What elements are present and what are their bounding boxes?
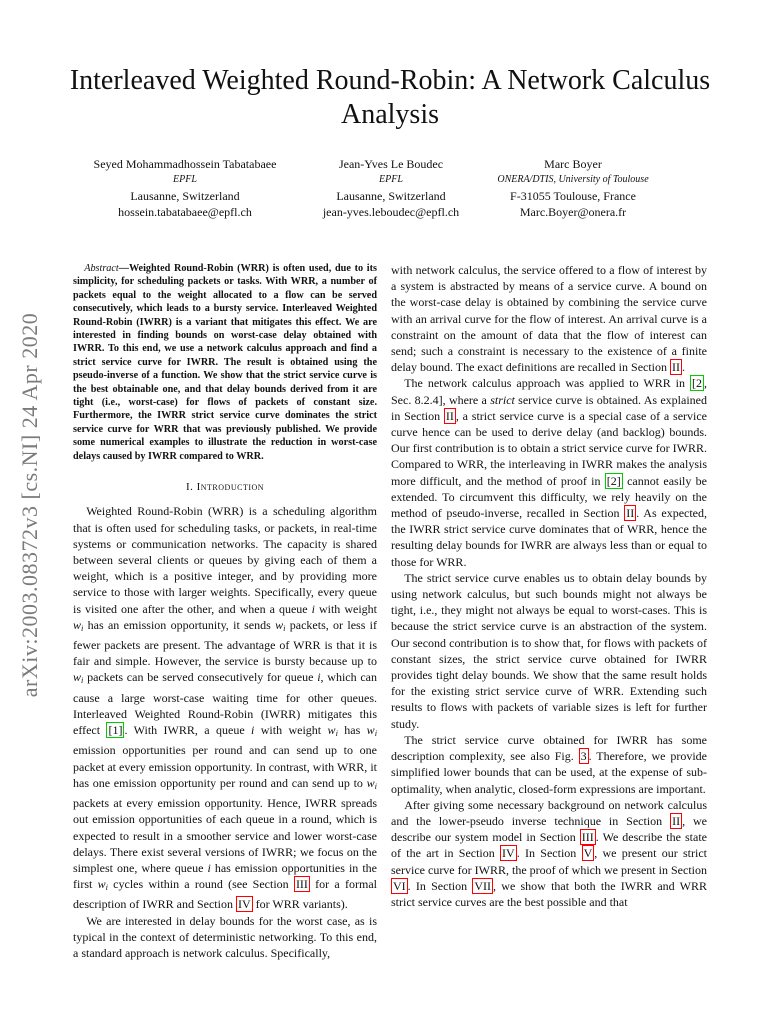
author-email: Marc.Boyer@onera.fr: [519, 205, 627, 219]
math-var: w: [366, 723, 375, 738]
math-var: i: [207, 860, 211, 875]
text-run: has an emission opportunity, it sends: [83, 617, 276, 632]
author-location: F-31055 Toulouse, France: [510, 189, 636, 203]
author-block-2: [296, 156, 486, 220]
text-run: packets, or less if fewer packets are present. The advantage of WRR is that it is fair and simple. However, the service is bursty because up to: [73, 617, 378, 669]
text-run: .: [682, 360, 686, 375]
section-ref-link[interactable]: III: [295, 877, 308, 892]
citation-link[interactable]: [2]: [606, 473, 621, 488]
text-run: , which can cause a large worst-case waiting time for other queues. Interleaved Weighted Round-Robin (IWRR) mitigates this effect: [73, 670, 377, 738]
right-paragraph-1: [391, 262, 707, 375]
arxiv-identifier-text: arXiv:2003.08372v3 [cs.NI] 24 Apr 2020: [17, 312, 42, 698]
text-run: , Sec. 8.2.4], where a: [391, 376, 707, 407]
citation-link[interactable]: [2: [692, 376, 702, 391]
math-subscript: i: [81, 676, 84, 686]
abstract-text: —Weighted Round-Robin (WRR) is often used, due to its simplicity, for scheduling packets or tasks. With WRR, a number of packets equal to the weight allocated to a flow can be served consecutively, which leads to a bursty service. Interleaved Weighted Round-Robin (IWRR) is a variant that mitigates this effect. We are interested in finding bounds on worst-case delay obtained with IWRR. To this end, we use a network calculus approach and find a strict service curve for IWRR. The result is obtained using the pseudo-inverse of a function. We show that the strict service curve is the best obtainable one, and that delay bounds derived from it are tight (i.e., worst-case) for flows of packets of constant size. Furthermore, the IWRR strict service curve dominates the strict service curve for WRR that was previously published. We provide some numerical examples to illustrate the reduction in worst-case delays caused by IWRR compared to WRR.: [73, 263, 377, 462]
section-title: Introduction: [196, 481, 265, 494]
math-var: w: [73, 617, 82, 632]
section-number: I.: [185, 481, 194, 494]
author-block-3: [468, 156, 678, 220]
text-run: . In Section: [516, 846, 582, 861]
paper-title: Interleaved Weighted Round-Robin: A Network Calculus Analysis: [69, 65, 711, 130]
author-email: jean-yves.leboudec@epfl.ch: [322, 205, 460, 219]
section-ref-link[interactable]: IV: [502, 846, 515, 861]
citation-link[interactable]: [1]: [108, 723, 123, 738]
section-ref-link[interactable]: VII: [474, 878, 492, 893]
author-affiliation: ONERA/DTIS, University of Toulouse: [497, 174, 649, 185]
text-run: After giving some necessary background on network calculus and the lower-pseudo inverse technique in Section: [391, 797, 707, 828]
math-subscript: i: [283, 623, 286, 633]
author-email: hossein.tabatabaee@epfl.ch: [118, 205, 252, 219]
text-run: . As expected, the IWRR strict service curve dominates that of WRR, hence the resulting delay bounds for IWRR are always less than or equal to those for WRR.: [391, 506, 707, 569]
math-subscript: i: [81, 623, 84, 633]
text-run: , we describe our system model in Section: [391, 813, 707, 845]
text-run: for a formal description of IWRR and Section: [73, 877, 377, 912]
math-var: i: [251, 723, 255, 738]
section-ref-link[interactable]: II: [626, 506, 635, 521]
text-run: . In Section: [407, 878, 473, 893]
text-run: service curve is obtained. As explained in Section: [391, 392, 707, 423]
author-name: Seyed Mohammadhossein Tabatabaee: [93, 157, 277, 171]
text-run: The strict service curve obtained for IWRR has some description complexity, see also Fig.: [391, 732, 707, 764]
math-var: w: [97, 877, 106, 892]
author-block-1: [70, 156, 300, 220]
section-ref-link[interactable]: V: [583, 846, 593, 861]
arxiv-identifier-stamp: [10, 280, 50, 730]
intro-paragraph-2: We are interested in delay bounds for the worst case, as is typical in the context of deterministic networking. To this end, a standard approach is network calculus. Specifically,: [73, 913, 377, 961]
intro-paragraph-1: [73, 503, 377, 912]
text-run: , we present our strict service curve for IWRR, the proof of which we present in Section: [391, 846, 707, 877]
left-column: [73, 262, 377, 961]
text-run: packets can be served consecutively for queue: [83, 670, 318, 685]
author-affiliation: EPFL: [173, 174, 197, 185]
section-ref-link[interactable]: VI: [393, 878, 406, 893]
math-var: w: [275, 617, 284, 632]
math-var: i: [311, 601, 315, 616]
section-ref-link[interactable]: IV: [237, 897, 251, 912]
abstract-lead: Abstract: [84, 263, 119, 274]
text-run: with weight: [254, 723, 328, 738]
text-run: has emission opportunities in the first: [73, 860, 377, 892]
right-column: [391, 262, 707, 910]
text-run: . Therefore, we provide simplified lower bounds that can be used, at the expense of sub-optimality, when analytic, closed-form expressions are important.: [391, 749, 707, 796]
math-subscript: i: [374, 781, 377, 791]
text-run: with weight: [314, 601, 377, 616]
math-var: w: [366, 775, 375, 790]
text-run: The network calculus approach was applied to WRR in: [404, 376, 690, 391]
section-ref-link[interactable]: II: [445, 408, 454, 423]
abstract: [73, 262, 377, 463]
math-var: w: [73, 670, 82, 685]
text-run: , we show that both the IWRR and WRR strict service curves are the best possible and that: [391, 878, 708, 909]
text-run: . With IWRR, a queue: [124, 723, 252, 738]
author-name: Marc Boyer: [544, 157, 602, 171]
author-affiliation: EPFL: [379, 174, 403, 185]
figure-ref-link[interactable]: 3: [580, 749, 587, 764]
section-ref-link[interactable]: II: [672, 813, 681, 828]
math-var: w: [327, 723, 336, 738]
section-ref-link[interactable]: III: [581, 830, 594, 845]
emphasis-word: strict: [490, 392, 515, 407]
author-location: Lausanne, Switzerland: [336, 189, 446, 203]
math-subscript: i: [374, 729, 378, 739]
right-paragraph-3: The strict service curve enables us to obtain delay bounds by using network calculus, but such bounds might not always be tight, i.e., they might not always be equal to worst-cases. This is because the strict service curve is an abstraction of the system. Our second contribution is to show that, for flows with packets of constant sizes, the strict service curve obtained for IWRR provides tight delay bounds. We show that the same result holds for the existing strict service curve of WRR. Extending such results to flows with packets of variable sizes is left for further study.: [391, 570, 707, 731]
math-var: i: [317, 670, 321, 685]
text-run: , a strict service curve is a special case of a service curve hence can be used to derive delay (and backlog) bounds. Our first contribution is to obtain a strict service curve for IWRR. Compared to WRR, the interleaving in IWRR makes the analysis more difficult, and the method of proof in: [391, 408, 708, 488]
text-run: has: [337, 723, 367, 738]
text-run: cycles within a round (see Section: [107, 877, 294, 892]
text-run: Weighted Round-Robin (WRR) is a scheduling algorithm that is often used for scheduling tasks, or packets, in real-time systems or communication networks. The capacity is shared between several clients or queues by giving each of them a weight, which is a positive integer, and by providing more service to those with larger weights. Specifically, every queue is visited one after the other, and when a queue: [73, 504, 377, 616]
section-ref-link[interactable]: II: [672, 360, 681, 375]
math-subscript: i: [335, 729, 338, 739]
right-paragraph-4: [391, 732, 707, 797]
math-subscript: i: [105, 883, 108, 893]
text-run: cannot easily be extended. To circumvent this difficulty, we rely heavily on the method of pseudo-inverse, recalled in Section: [391, 473, 707, 521]
right-paragraph-2: [391, 375, 707, 569]
right-paragraph-5: [391, 797, 707, 910]
text-run: with network calculus, the service offered to a flow of interest by a system is abstracted by means of a service curve. A bound on the worst-case delay is obtained by combining the service curve with an arrival curve for the flow of interest. An arrival curve is a constraint on the amount of data that the flow of interest can send; such a constraint is necessary to the existence of a finite delay bound. The exact definitions are recalled in Section: [391, 263, 707, 375]
author-name: Jean-Yves Le Boudec: [338, 157, 444, 171]
author-location: Lausanne, Switzerland: [130, 189, 240, 203]
text-run: for WRR variants).: [252, 897, 348, 912]
section-heading: [73, 479, 377, 495]
text-run: emission opportunities per round and can send up to one packet at every emission opportunity. In contrast, with WRR, it has one emission opportunity per round and can send up to: [73, 743, 377, 790]
text-run: . We describe the state of the art in Section: [391, 830, 707, 861]
text-run: packets at every emission opportunity. Hence, IWRR spreads out emission opportunities of each queue in a round, which is expected to result in a smoother service and lower worst-case delays. There exist several versions of IWRR; we focus on the simplest one, where queue: [73, 796, 377, 875]
